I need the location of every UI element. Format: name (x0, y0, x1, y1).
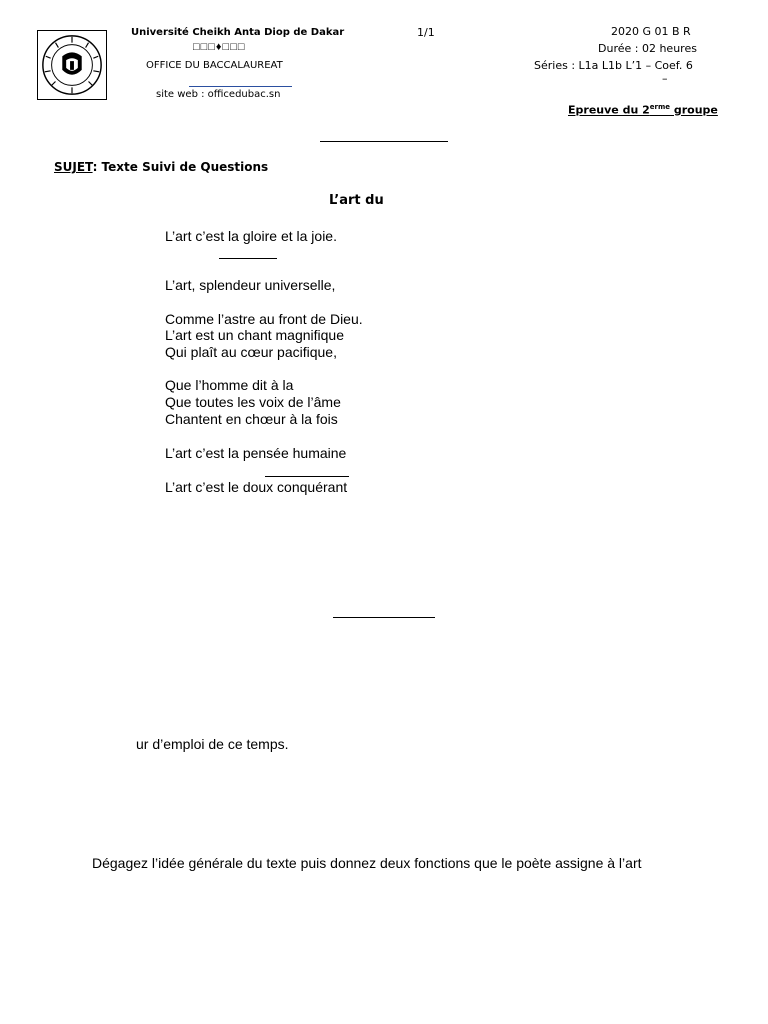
series-dash: – (662, 72, 668, 85)
university-name: Université Cheikh Anta Diop de Dakar (131, 27, 345, 38)
subject-heading (54, 160, 268, 174)
poem-line: Que toutes les voix de l’âme (165, 394, 341, 410)
ornament-glyphs: □□□♦□□□ (193, 41, 246, 53)
office-underline (189, 86, 292, 87)
website-link[interactable]: site web : officedubac.sn (156, 89, 281, 100)
poem-line: L’art, splendeur universelle, (165, 277, 336, 293)
poem-separator (265, 476, 349, 477)
question-2-text: Dégagez l’idée générale du texte puis donnez deux fonctions que le poète assigne à l’art (92, 855, 642, 871)
section-divider (333, 617, 435, 618)
subject-text: : Texte Suivi de Questions (92, 160, 269, 174)
poem-line: Chantent en chœur à la fois (165, 411, 338, 427)
epreuve-label: Epreuve du $2^{erme}$ groupe (568, 103, 718, 117)
office-name: OFFICE DU BACCALAUREAT (146, 60, 283, 71)
poem-line: Comme l’astre au front de Dieu. (165, 311, 363, 327)
header-divider (320, 141, 448, 142)
poem-line: L’art c’est la pensée humaine (165, 445, 347, 461)
question-1-text: ur d’emploi de ce temps. (136, 736, 289, 752)
subject-label: SUJET (54, 160, 93, 174)
poem-separator (219, 258, 277, 259)
seal-icon (38, 31, 106, 99)
poem-line: Qui plaît au cœur pacifique, (165, 344, 337, 360)
university-seal-logo (37, 30, 107, 100)
exam-series: Séries : L1a L1b L’1 – Coef. 6 (534, 59, 693, 72)
poem-line: L’art est un chant magnifique (165, 327, 345, 343)
poem-title: L’art du (329, 193, 384, 208)
poem-line: L’art c’est la gloire et la joie. (165, 228, 337, 244)
poem-line: L’art c’est le doux conquérant (165, 479, 348, 495)
exam-code: 2020 G 01 B R (611, 25, 691, 38)
poem-line: Que l’homme dit à la (165, 377, 294, 393)
page-number: 1/1 (417, 26, 435, 39)
exam-duration: Durée : 02 heures (598, 42, 697, 55)
